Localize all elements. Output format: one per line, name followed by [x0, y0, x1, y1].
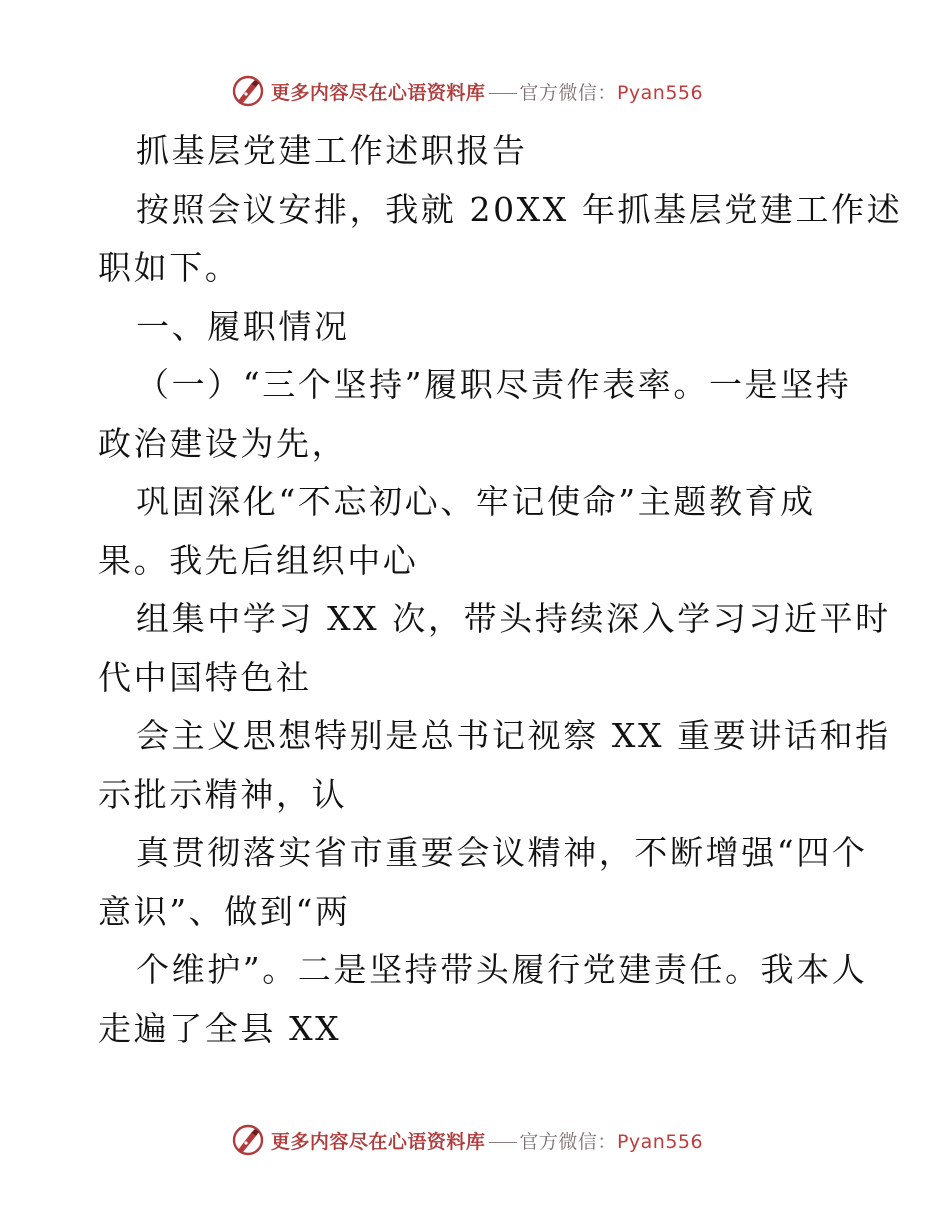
paragraph-line: 果。我先后组织中心 — [98, 540, 419, 580]
watermark-divider — [489, 1142, 517, 1143]
paragraph-line: 政治建设为先， — [98, 423, 348, 463]
watermark-main-text: 更多内容尽在心语资料库 — [270, 81, 486, 104]
paragraph-line: 组集中学习 XX 次，带头持续深入学习习近平时 — [136, 599, 891, 638]
paragraph-line: 示批示精神，认 — [98, 774, 348, 814]
paragraph-line: （一）“三个坚持”履职尽责作表率。一是坚持 — [136, 365, 852, 404]
watermark-inner — [231, 74, 703, 108]
watermark-sub-text: 官方微信： — [519, 81, 617, 104]
paragraph-line: 意识”、做到“两 — [98, 891, 351, 931]
paragraph-line: 个维护”。二是坚持带头履行党建责任。我本人 — [136, 950, 868, 989]
paragraph-line: 巩固深化“不忘初心、牢记使命”主题教育成 — [136, 482, 816, 521]
watermark-sub-text: 官方微信： — [519, 1130, 617, 1153]
paragraph-line: 走遍了全县 XX — [98, 1008, 342, 1048]
header-watermark-banner — [0, 71, 950, 111]
section-heading: 一、履职情况 — [136, 306, 350, 346]
document-title: 抓基层党建工作述职报告 — [136, 131, 528, 170]
watermark-handle: Pyan556 — [616, 81, 704, 104]
watermark-text — [271, 78, 703, 105]
document-body — [98, 122, 903, 1058]
paragraph-line: 会主义思想特别是总书记视察 XX 重要讲话和指 — [136, 716, 891, 755]
watermark-text — [271, 1127, 703, 1154]
watermark-divider — [489, 93, 517, 94]
paragraph-line: 真贯彻落实省市重要会议精神，不断增强“四个 — [136, 833, 868, 872]
pen-nib-logo-icon — [231, 74, 265, 108]
watermark-main-text: 更多内容尽在心语资料库 — [270, 1130, 486, 1153]
paragraph-line: 按照会议安排，我就 20XX 年抓基层党建工作述 — [136, 189, 903, 229]
watermark-inner — [231, 1123, 703, 1157]
paragraph-line: 代中国特色社 — [98, 657, 312, 697]
watermark-handle: Pyan556 — [616, 1130, 704, 1153]
paragraph-line: 职如下。 — [98, 248, 241, 287]
footer-watermark-banner — [0, 1120, 950, 1160]
pen-nib-logo-icon — [231, 1123, 265, 1157]
